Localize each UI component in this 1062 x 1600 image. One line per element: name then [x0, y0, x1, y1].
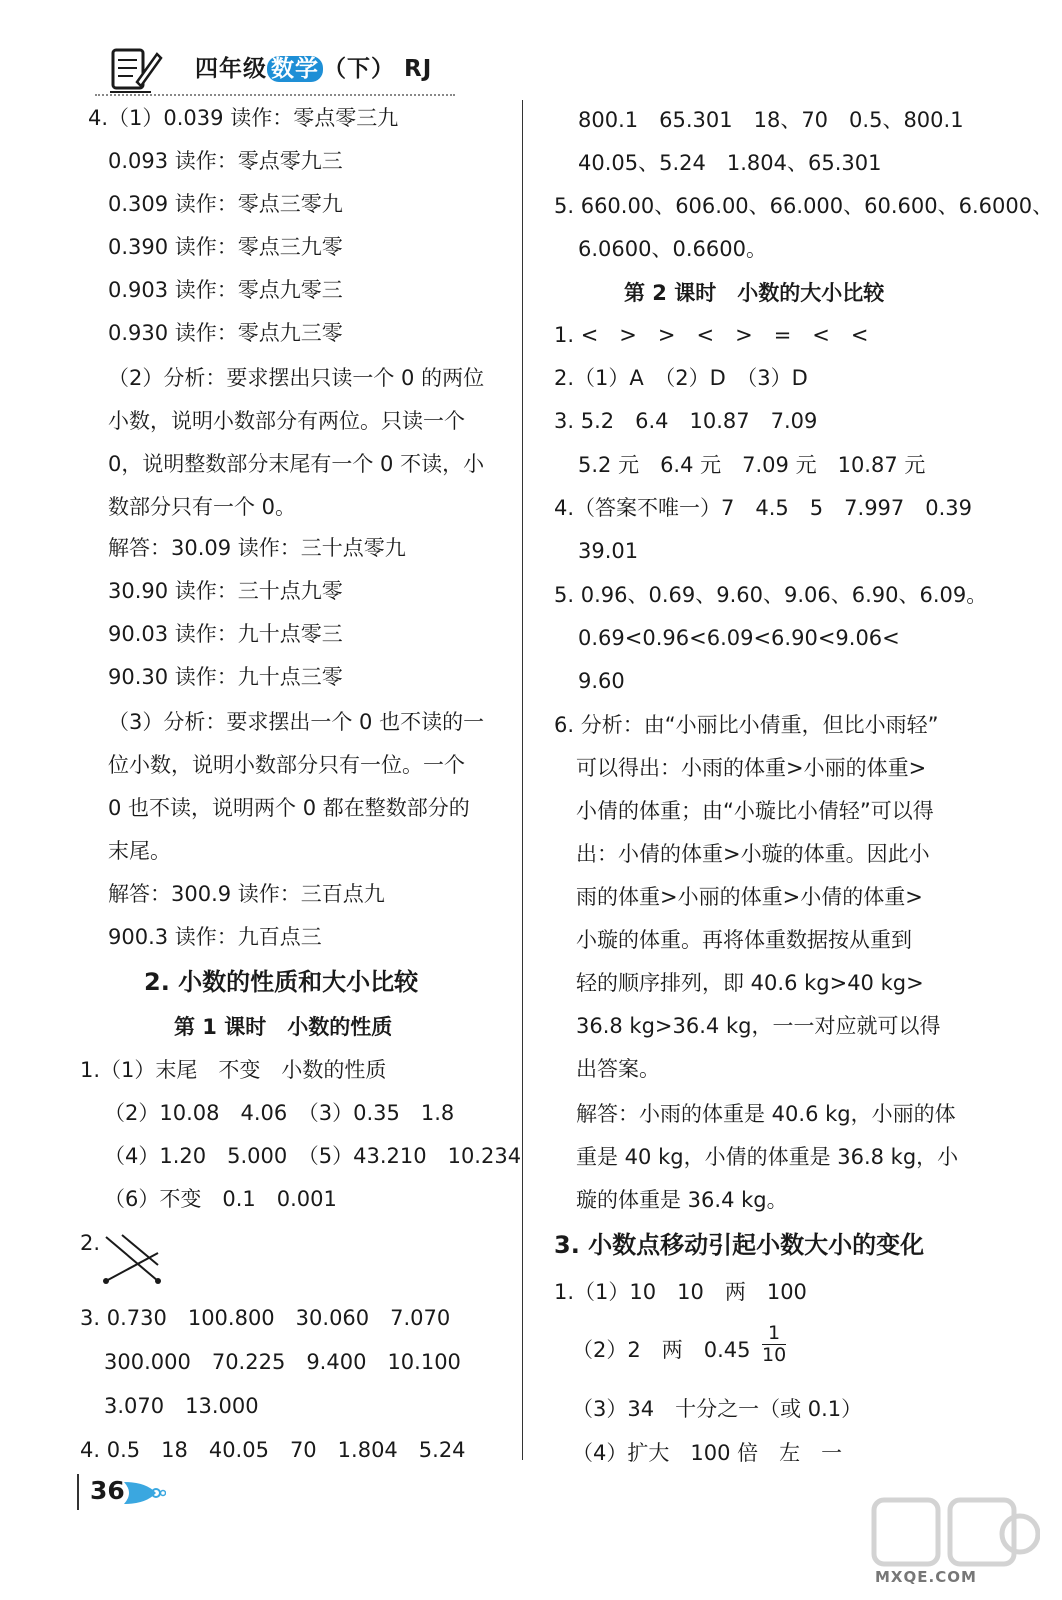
answer-line: 解答：300.9 读作：三百点九 — [108, 882, 385, 906]
answer-line: 3. 0.730 100.800 30.060 7.070 — [80, 1306, 451, 1330]
answer-line: 5. 660.00、606.00、66.000、60.600、6.6000、 — [554, 194, 1054, 218]
analysis-line: 雨的体重>小丽的体重>小倩的体重> — [576, 885, 923, 909]
answer-line: 900.3 读作：九百点三 — [108, 925, 322, 949]
fraction-denominator: 10 — [762, 1344, 787, 1366]
answer-line: 4. 0.5 18 40.05 70 1.804 5.24 — [80, 1438, 466, 1462]
page-arrow-icon — [120, 1478, 166, 1508]
analysis-line: 0，说明整数部分末尾有一个 0 不读，小 — [108, 452, 485, 476]
question-number: 2. — [80, 1231, 101, 1255]
answer-line: 0.093 读作：零点零九三 — [108, 149, 343, 173]
page-header — [95, 38, 465, 100]
answer-line: 重是 40 kg，小倩的体重是 36.8 kg，小 — [576, 1145, 959, 1169]
answer-line: （2）10.08 4.06 （3）0.35 1.8 — [104, 1101, 455, 1125]
answer-line: 30.90 读作：三十点九零 — [108, 579, 343, 603]
answer-line: （4）1.20 5.000 （5）43.210 10.234 — [104, 1144, 522, 1168]
answer-line: 90.03 读作：九十点零三 — [108, 622, 343, 646]
lesson-title: 第 1 课时 小数的性质 — [174, 1015, 393, 1039]
analysis-line: 出答案。 — [576, 1057, 660, 1081]
page-number: 36 — [90, 1476, 125, 1505]
answer-line: （3）34 十分之一（或 0.1） — [572, 1397, 863, 1421]
analysis-line: （2）分析：要求摆出只读一个 0 的两位 — [108, 366, 485, 390]
answer-line: 0.69<0.96<6.09<6.90<9.06< — [578, 626, 900, 650]
section-title: 3. 小数点移动引起小数大小的变化 — [554, 1231, 925, 1259]
header-title — [195, 50, 432, 83]
analysis-line: 出：小倩的体重>小璇的体重。因此小 — [576, 842, 930, 866]
answer-line: 6.0600、0.6600。 — [578, 237, 767, 261]
header-rule — [95, 94, 455, 96]
answer-line: 璇的体重是 36.4 kg。 — [576, 1188, 788, 1212]
notebook-pencil-icon — [107, 42, 163, 94]
answer-line: 0.390 读作：零点三九零 — [108, 235, 343, 259]
analysis-line: 可以得出：小雨的体重>小丽的体重> — [576, 756, 927, 780]
header-subject: 数学 — [267, 56, 323, 82]
header-edition: RJ — [404, 56, 433, 82]
answer-line: （6）不变 0.1 0.001 — [104, 1187, 337, 1211]
answer-line: 0.903 读作：零点九零三 — [108, 278, 343, 302]
analysis-line: 位小数，说明小数部分只有一位。一个 — [108, 753, 465, 777]
answer-line: 300.000 70.225 9.400 10.100 — [104, 1350, 461, 1374]
answer-line: 3. 5.2 6.4 10.87 7.09 — [554, 409, 818, 433]
analysis-line: （3）分析：要求摆出一个 0 也不读的一 — [108, 710, 485, 734]
answer-line: 800.1 65.301 18、70 0.5、800.1 — [578, 108, 964, 132]
answer-line: 3.070 13.000 — [104, 1394, 259, 1418]
answer-line: （2）2 两 0.45 — [572, 1338, 751, 1362]
answer-line: 1. < > > < > = < < — [554, 323, 869, 347]
analysis-line: 末尾。 — [108, 839, 171, 863]
answer-line: 4.（答案不唯一）7 4.5 5 7.997 0.39 — [554, 496, 973, 520]
answer-line: 5.2 元 6.4 元 7.09 元 10.87 元 — [578, 453, 926, 477]
answer-line: 0.309 读作：零点三零九 — [108, 192, 343, 216]
header-grade: 四年级 — [195, 56, 267, 82]
answer-line: （4）扩大 100 倍 左 一 — [572, 1441, 843, 1465]
analysis-line: 数部分只有一个 0。 — [108, 495, 297, 519]
answer-line: 4.（1）0.039 读作：零点零三九 — [88, 106, 399, 130]
section-title: 2. 小数的性质和大小比较 — [144, 968, 419, 996]
analysis-line: 轻的顺序排列，即 40.6 kg>40 kg> — [576, 971, 924, 995]
fraction-numerator: 1 — [762, 1323, 786, 1345]
watermark-text: MXQE.COM — [875, 1568, 977, 1586]
answer-line: 40.05、5.24 1.804、65.301 — [578, 151, 882, 175]
fraction — [762, 1323, 786, 1366]
column-divider — [522, 100, 523, 1460]
answer-line: 5. 0.96、0.69、9.60、9.06、6.90、6.09。 — [554, 583, 988, 607]
answer-line: 解答：小雨的体重是 40.6 kg，小丽的体 — [576, 1102, 956, 1126]
analysis-line: 小倩的体重；由“小璇比小倩轻”可以得 — [576, 799, 934, 823]
analysis-line: 小数，说明小数部分有两位。只读一个 — [108, 409, 465, 433]
answer-line: 0.930 读作：零点九三零 — [108, 321, 343, 345]
matching-lines-figure — [102, 1229, 162, 1289]
lesson-title: 第 2 课时 小数的大小比较 — [624, 281, 885, 305]
answer-line: 解答：30.09 读作：三十点零九 — [108, 536, 406, 560]
analysis-line: 6. 分析：由“小丽比小倩重，但比小雨轻” — [554, 713, 939, 737]
answer-line: 90.30 读作：九十点三零 — [108, 665, 343, 689]
analysis-line: 0 也不读，说明两个 0 都在整数部分的 — [108, 796, 470, 820]
answer-line: 39.01 — [578, 539, 639, 563]
answer-line: 1.（1）10 10 两 100 — [554, 1280, 807, 1304]
answer-line: 9.60 — [578, 669, 625, 693]
header-term: （下） — [323, 56, 395, 82]
analysis-line: 小璇的体重。再将体重数据按从重到 — [576, 928, 912, 952]
answer-line: 2.（1）A （2）D （3）D — [554, 366, 808, 390]
answer-line: 1.（1）末尾 不变 小数的性质 — [80, 1058, 387, 1082]
footer-bar — [77, 1474, 79, 1510]
analysis-line: 36.8 kg>36.4 kg，一一对应就可以得 — [576, 1014, 941, 1038]
